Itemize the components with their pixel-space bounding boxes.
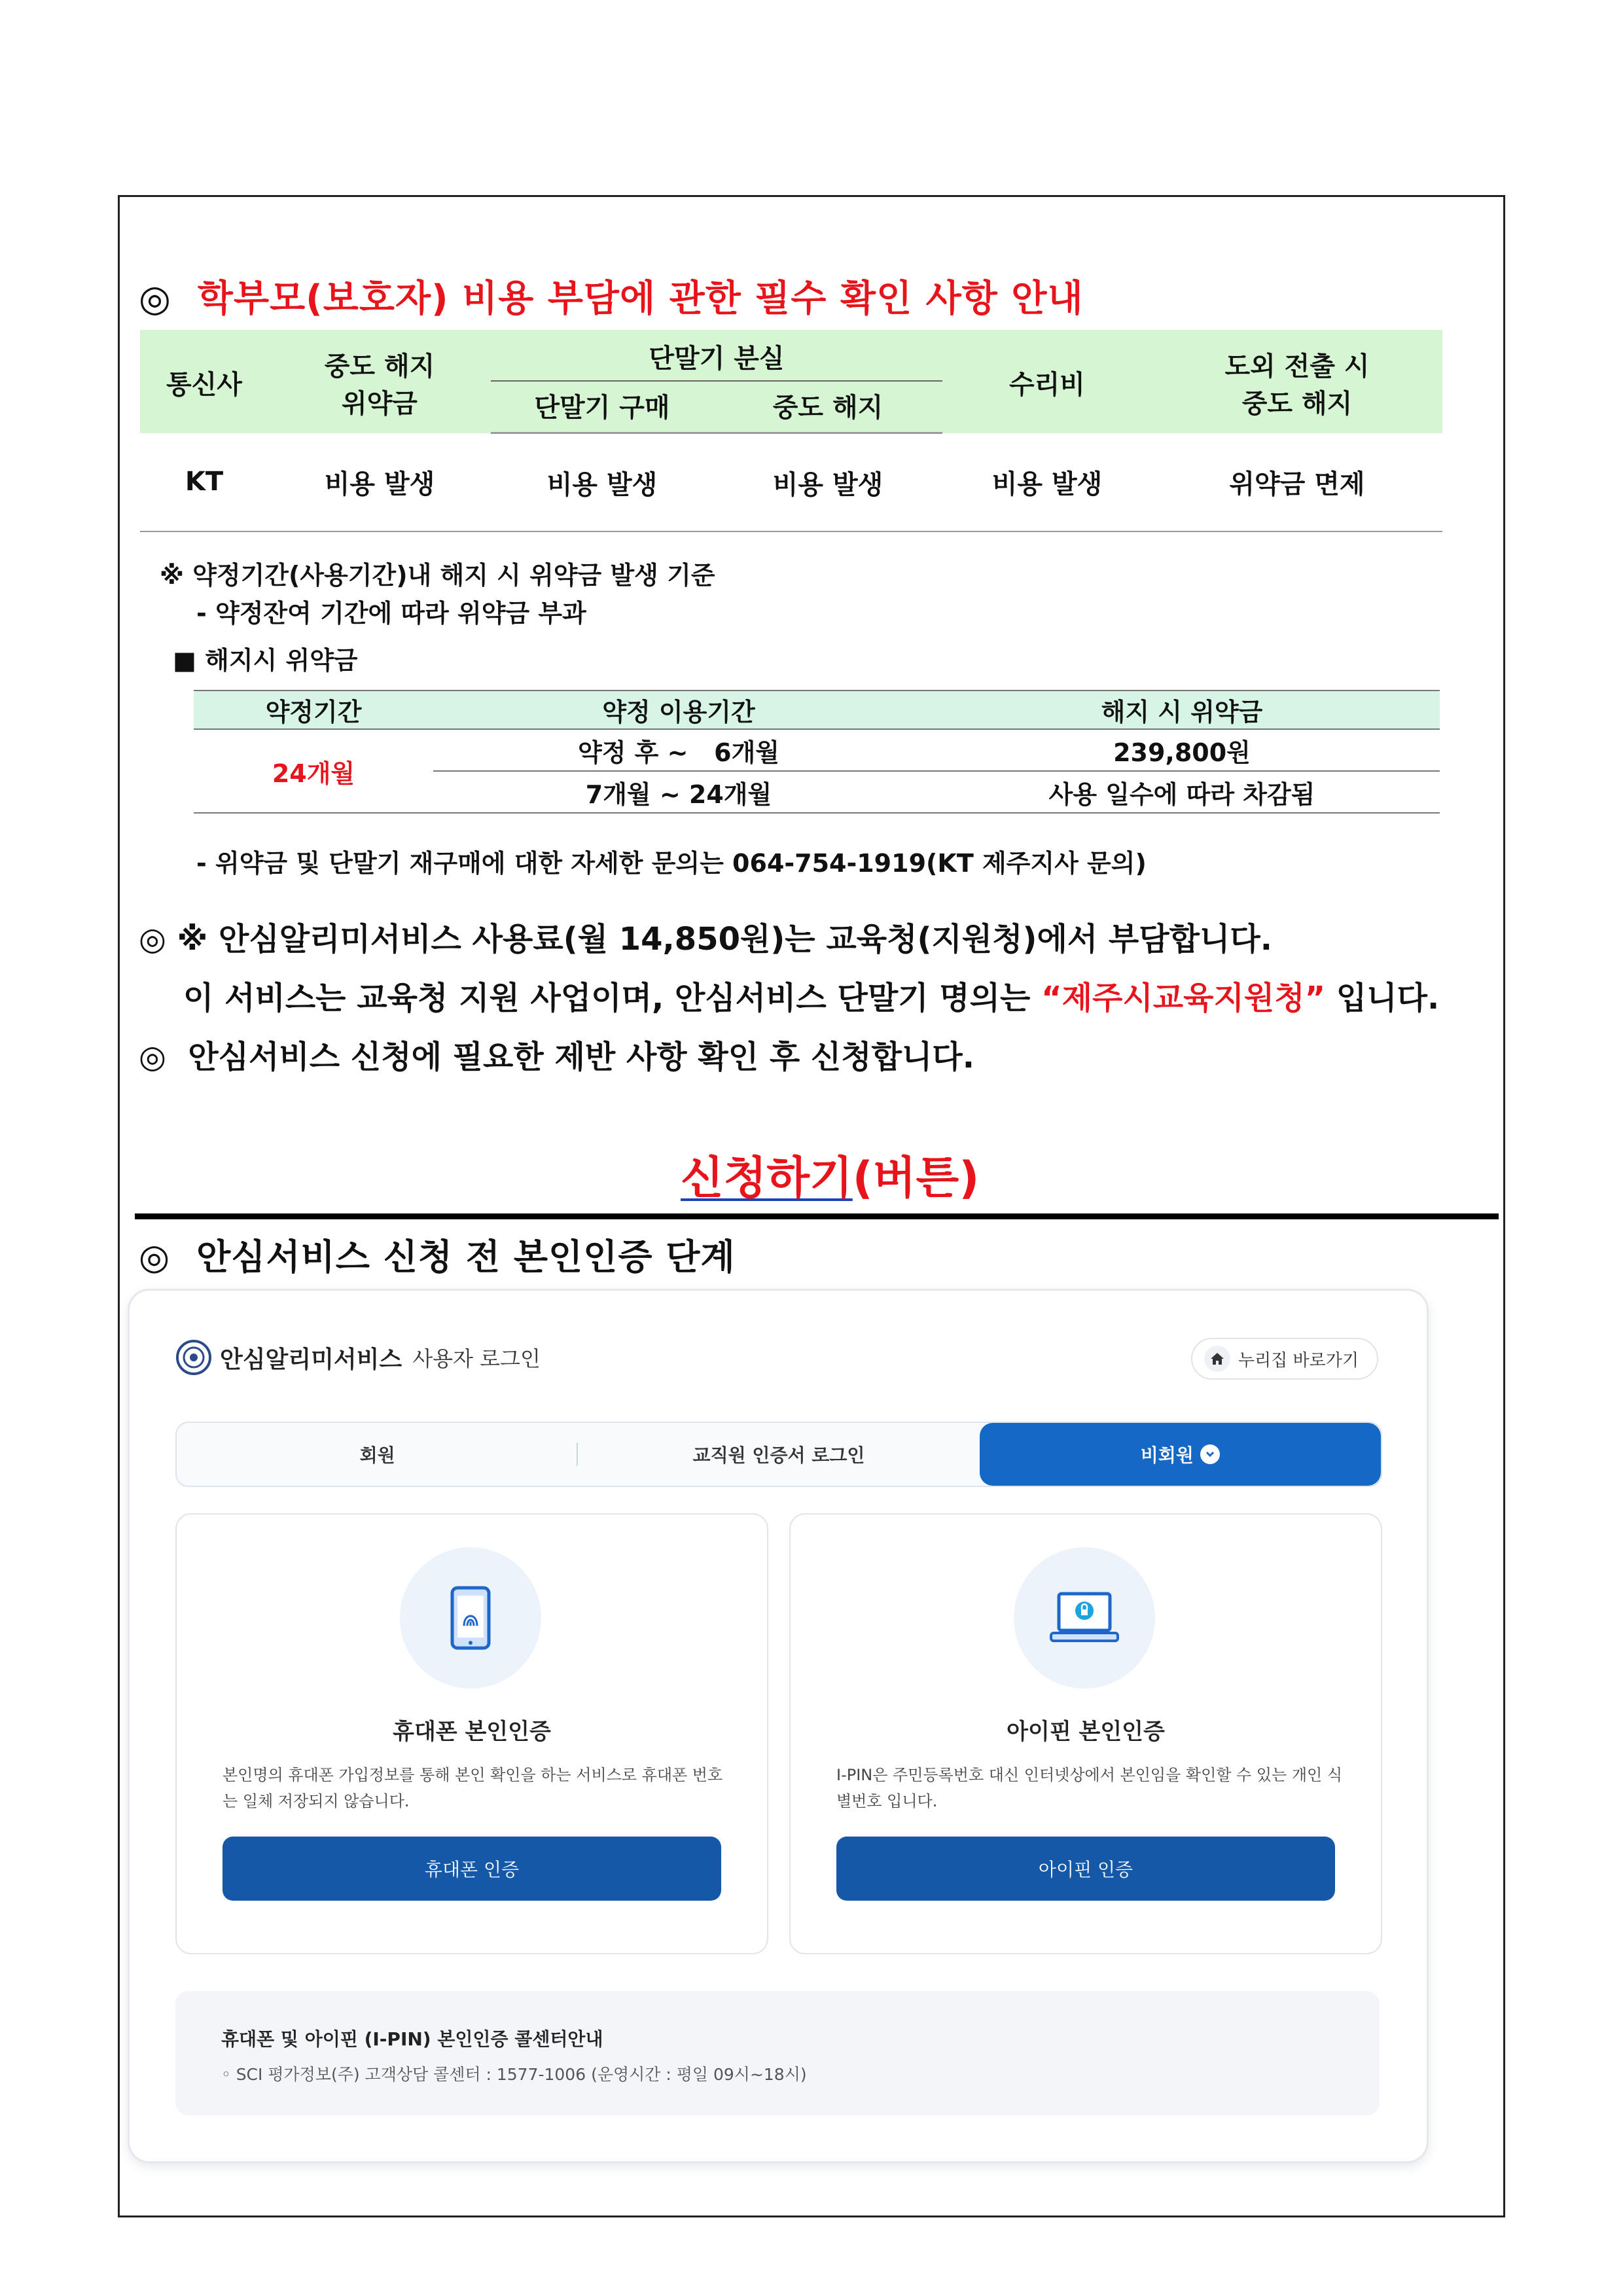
fee-table bbox=[140, 330, 1442, 532]
penalty-term-value: 24개월 bbox=[194, 729, 433, 813]
penalty-table bbox=[194, 690, 1440, 814]
table-cell: 비용 발생 bbox=[942, 433, 1152, 532]
section1-heading bbox=[139, 270, 1084, 322]
service-name: 안심알리미서비스 bbox=[220, 1346, 402, 1373]
section-divider bbox=[135, 1213, 1499, 1219]
fee-header-moving-line2: 중도 해지 bbox=[1241, 388, 1353, 419]
fee-header-early-cancel-line1: 중도 해지 bbox=[324, 351, 435, 382]
chevron-down-icon bbox=[1200, 1444, 1220, 1464]
ipin-auth-desc: I-PIN은 주민등록번호 대신 인터넷상에서 본인임을 확인할 수 있는 개인 식별번호 입니다. bbox=[836, 1766, 1343, 1810]
tab-label: 교직원 인증서 로그인 bbox=[692, 1444, 865, 1466]
home-icon bbox=[1204, 1346, 1230, 1372]
device-owner-highlight: “제주시교육지원청” bbox=[1041, 980, 1326, 1016]
table-row bbox=[194, 729, 1440, 771]
penalty-header-period: 약정 이용기간 bbox=[433, 691, 924, 729]
ipin-icon-circle bbox=[1014, 1547, 1155, 1689]
device-owner-text: 이 서비스는 교육청 지원 사업이며, 안심서비스 단말기 명의는 bbox=[183, 980, 1042, 1016]
phone-fingerprint-icon bbox=[450, 1585, 491, 1651]
fee-header-moving-line1: 도외 전출 시 bbox=[1224, 351, 1370, 382]
table-cell: KT bbox=[140, 433, 268, 532]
table-cell: 사용 일수에 따라 차감됨 bbox=[924, 771, 1440, 813]
phone-icon-circle bbox=[400, 1547, 541, 1689]
device-owner-suffix: 입니다. bbox=[1325, 980, 1440, 1016]
table-cell: 약정 후 ~ 6개월 bbox=[433, 729, 924, 771]
fee-header-device-purchase: 단말기 구매 bbox=[491, 381, 713, 433]
section2-title: 안심서비스 신청 전 본인인증 단계 bbox=[196, 1236, 736, 1278]
fee-header-lost-device: 단말기 분실 bbox=[491, 330, 942, 381]
ipin-auth-title: 아이핀 본인인증 bbox=[1007, 1719, 1165, 1745]
double-circle-icon: ◎ bbox=[139, 921, 166, 958]
fee-header-repair: 수리비 bbox=[942, 330, 1152, 433]
table-cell: 비용 발생 bbox=[268, 433, 491, 532]
table-row bbox=[140, 433, 1442, 532]
phone-auth-title: 휴대폰 본인인증 bbox=[393, 1719, 551, 1745]
apply-button[interactable] bbox=[681, 1143, 979, 1206]
fee-support-line bbox=[139, 914, 1272, 959]
double-circle-icon: ◎ bbox=[139, 278, 171, 320]
note-penalty-remaining: - 약정잔여 기간에 따라 위약금 부과 bbox=[196, 599, 586, 628]
phone-auth-card bbox=[175, 1513, 768, 1954]
laptop-lock-icon bbox=[1048, 1590, 1120, 1646]
table-cell: 7개월 ~ 24개월 bbox=[433, 771, 924, 813]
ipin-auth-card bbox=[789, 1513, 1382, 1954]
note-penalty-basis: ※ 약정기간(사용기간)내 해지 시 위약금 발생 기준 bbox=[160, 561, 715, 590]
login-screenshot bbox=[130, 1291, 1427, 2161]
apply-notice-text: 안심서비스 신청에 필요한 제반 사항 확인 후 신청합니다. bbox=[188, 1039, 974, 1075]
note-penalty-heading: ■ 해지시 위약금 bbox=[173, 646, 358, 675]
table-cell: 위약금 면제 bbox=[1152, 433, 1442, 532]
login-subtitle: 사용자 로그인 bbox=[412, 1346, 541, 1371]
emblem-icon bbox=[175, 1339, 212, 1376]
login-header bbox=[175, 1339, 541, 1376]
login-tabs bbox=[175, 1422, 1382, 1487]
fee-support-text: ※ 안심알리미서비스 사용료(월 14,850원)는 교육청(지원청)에서 부담합니다. bbox=[177, 921, 1272, 958]
double-circle-icon: ◎ bbox=[139, 1039, 166, 1075]
homepage-button[interactable] bbox=[1191, 1338, 1378, 1380]
phone-auth-desc: 본인명의 휴대폰 가입정보를 통해 본인 확인을 하는 서비스로 휴대폰 번호는 일체 저장되지 않습니다. bbox=[223, 1766, 723, 1810]
tab-label: 회원 bbox=[359, 1444, 395, 1466]
tab-member[interactable] bbox=[177, 1423, 578, 1486]
fee-header-moving bbox=[1152, 330, 1442, 433]
fee-header-carrier: 통신사 bbox=[140, 330, 268, 433]
table-cell: 비용 발생 bbox=[713, 433, 942, 532]
inquiry-note: - 위약금 및 단말기 재구매에 대한 자세한 문의는 064-754-1919(KT 제주지사 문의) bbox=[196, 849, 1147, 878]
apply-button-label[interactable]: 신청하기 bbox=[681, 1153, 853, 1204]
callcenter-title: 휴대폰 및 아이핀 (I-PIN) 본인인증 콜센터안내 bbox=[221, 2028, 603, 2050]
tab-staff-certificate[interactable] bbox=[578, 1423, 979, 1486]
table-cell: 비용 발생 bbox=[491, 433, 713, 532]
ipin-auth-button[interactable]: 아이핀 인증 bbox=[836, 1837, 1335, 1901]
double-circle-icon: ◎ bbox=[139, 1236, 171, 1278]
callcenter-info bbox=[175, 1991, 1380, 2115]
fee-header-early-cancel bbox=[268, 330, 491, 433]
section2-heading bbox=[139, 1229, 736, 1280]
table-cell: 239,800원 bbox=[924, 729, 1440, 771]
apply-button-suffix: (버튼) bbox=[852, 1153, 980, 1204]
penalty-header-fee: 해지 시 위약금 bbox=[924, 691, 1440, 729]
penalty-header-term: 약정기간 bbox=[194, 691, 433, 729]
tab-label: 비회원 bbox=[1140, 1444, 1194, 1466]
apply-notice-line bbox=[139, 1031, 974, 1077]
fee-header-early-cancel-line2: 위약금 bbox=[342, 388, 418, 419]
tab-non-member[interactable] bbox=[980, 1423, 1381, 1486]
section1-title: 학부모(보호자) 비용 부담에 관한 필수 확인 사항 안내 bbox=[197, 278, 1084, 320]
device-owner-line bbox=[183, 973, 1439, 1018]
homepage-button-label: 누리집 바로가기 bbox=[1238, 1350, 1359, 1371]
callcenter-desc: ◦ SCI 평가정보(주) 고객상담 콜센터 : 1577-1006 (운영시간 : 평일 09시~18시) bbox=[221, 2065, 807, 2084]
phone-auth-button[interactable]: 휴대폰 인증 bbox=[223, 1837, 721, 1901]
fee-header-mid-cancel: 중도 해지 bbox=[713, 381, 942, 433]
